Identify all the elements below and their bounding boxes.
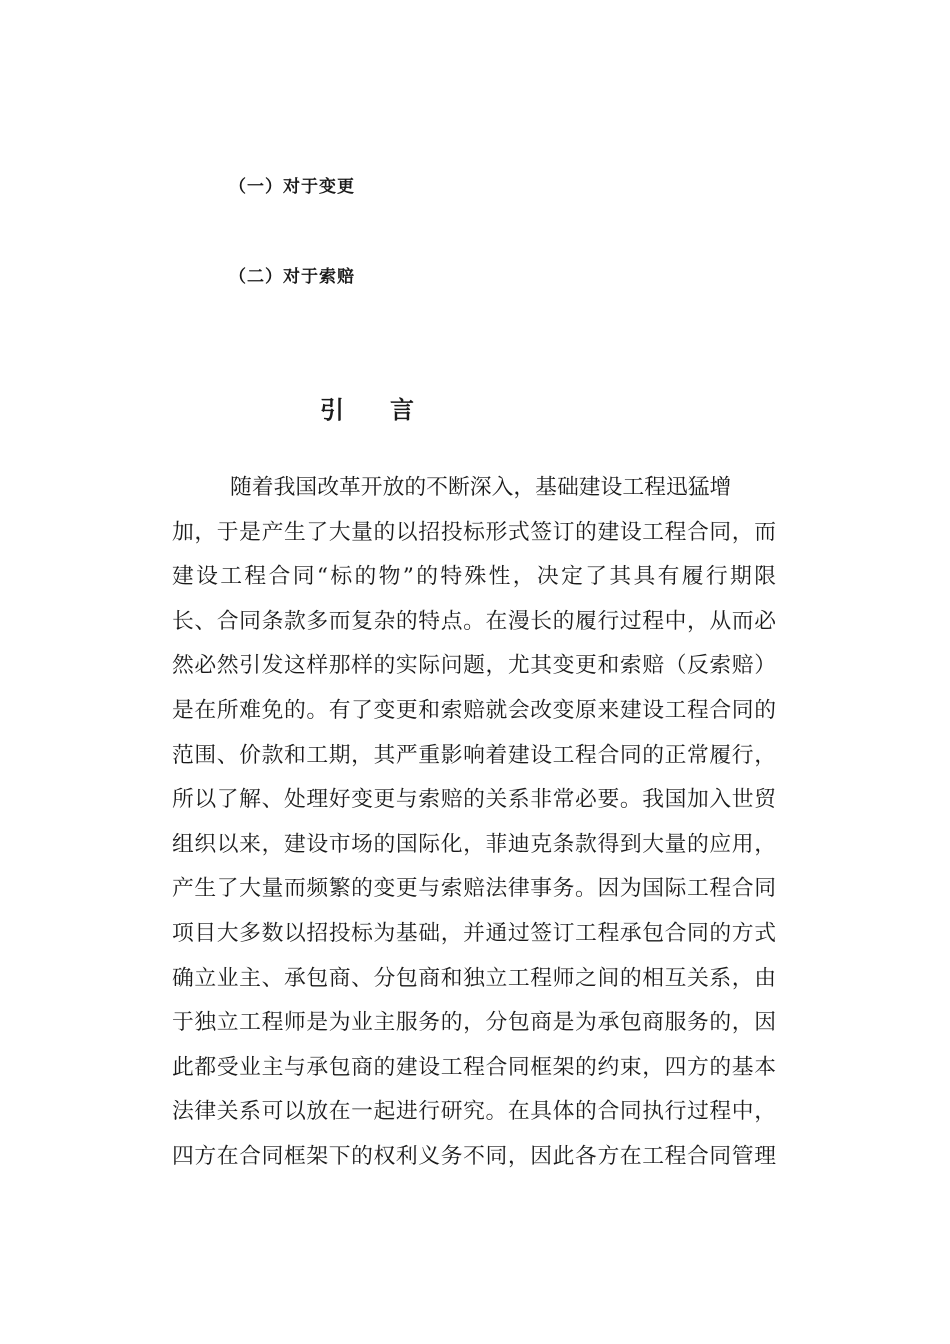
- text-line: 项目大多数以招投标为基础，并通过签订工程承包合同的方式: [172, 920, 776, 946]
- body-paragraph: [172, 466, 776, 1180]
- text-line: 于独立工程师是为业主服务的，分包商是为承包商服务的，因: [172, 1010, 776, 1036]
- text-line: 加，于是产生了大量的以招投标形式签订的建设工程合同，而: [172, 519, 776, 545]
- text-line: 范围、价款和工期，其严重影响着建设工程合同的正常履行，: [172, 742, 776, 768]
- text-line: 然必然引发这样那样的实际问题，尤其变更和索赔（反索赔）: [172, 653, 776, 679]
- text-line: 此都受业主与承包商的建设工程合同框架的约束，四方的基本: [172, 1054, 776, 1080]
- text-line: 组织以来，建设市场的国际化，菲迪克条款得到大量的应用，: [172, 831, 776, 857]
- text-line: 随着我国改革开放的不断深入，基础建设工程迅猛增: [230, 475, 732, 500]
- text-line: 法律关系可以放在一起进行研究。在具体的合同执行过程中，: [172, 1099, 776, 1125]
- text-line: 所以了解、处理好变更与索赔的关系非常必要。我国加入世贸: [172, 787, 776, 813]
- text-line: 建设工程合同“标的物”的特殊性，决定了其具有履行期限: [172, 564, 776, 590]
- text-line: 确立业主、承包商、分包商和独立工程师之间的相互关系，由: [172, 965, 776, 991]
- toc-item-claim: （二）对于索赔: [229, 267, 355, 287]
- text-line: 四方在合同框架下的权利义务不同，因此各方在工程合同管理: [172, 1143, 776, 1169]
- text-line: 是在所难免的。有了变更和索赔就会改变原来建设工程合同的: [172, 697, 776, 723]
- text-line: 长、合同条款多而复杂的特点。在漫长的履行过程中，从而必: [172, 608, 776, 634]
- toc-item-change: （一）对于变更: [229, 177, 355, 197]
- heading-char-1: 引: [320, 395, 344, 424]
- section-heading: [320, 390, 414, 425]
- heading-char-2: 言: [390, 395, 414, 424]
- text-line: 产生了大量而频繁的变更与索赔法律事务。因为国际工程合同: [172, 876, 776, 902]
